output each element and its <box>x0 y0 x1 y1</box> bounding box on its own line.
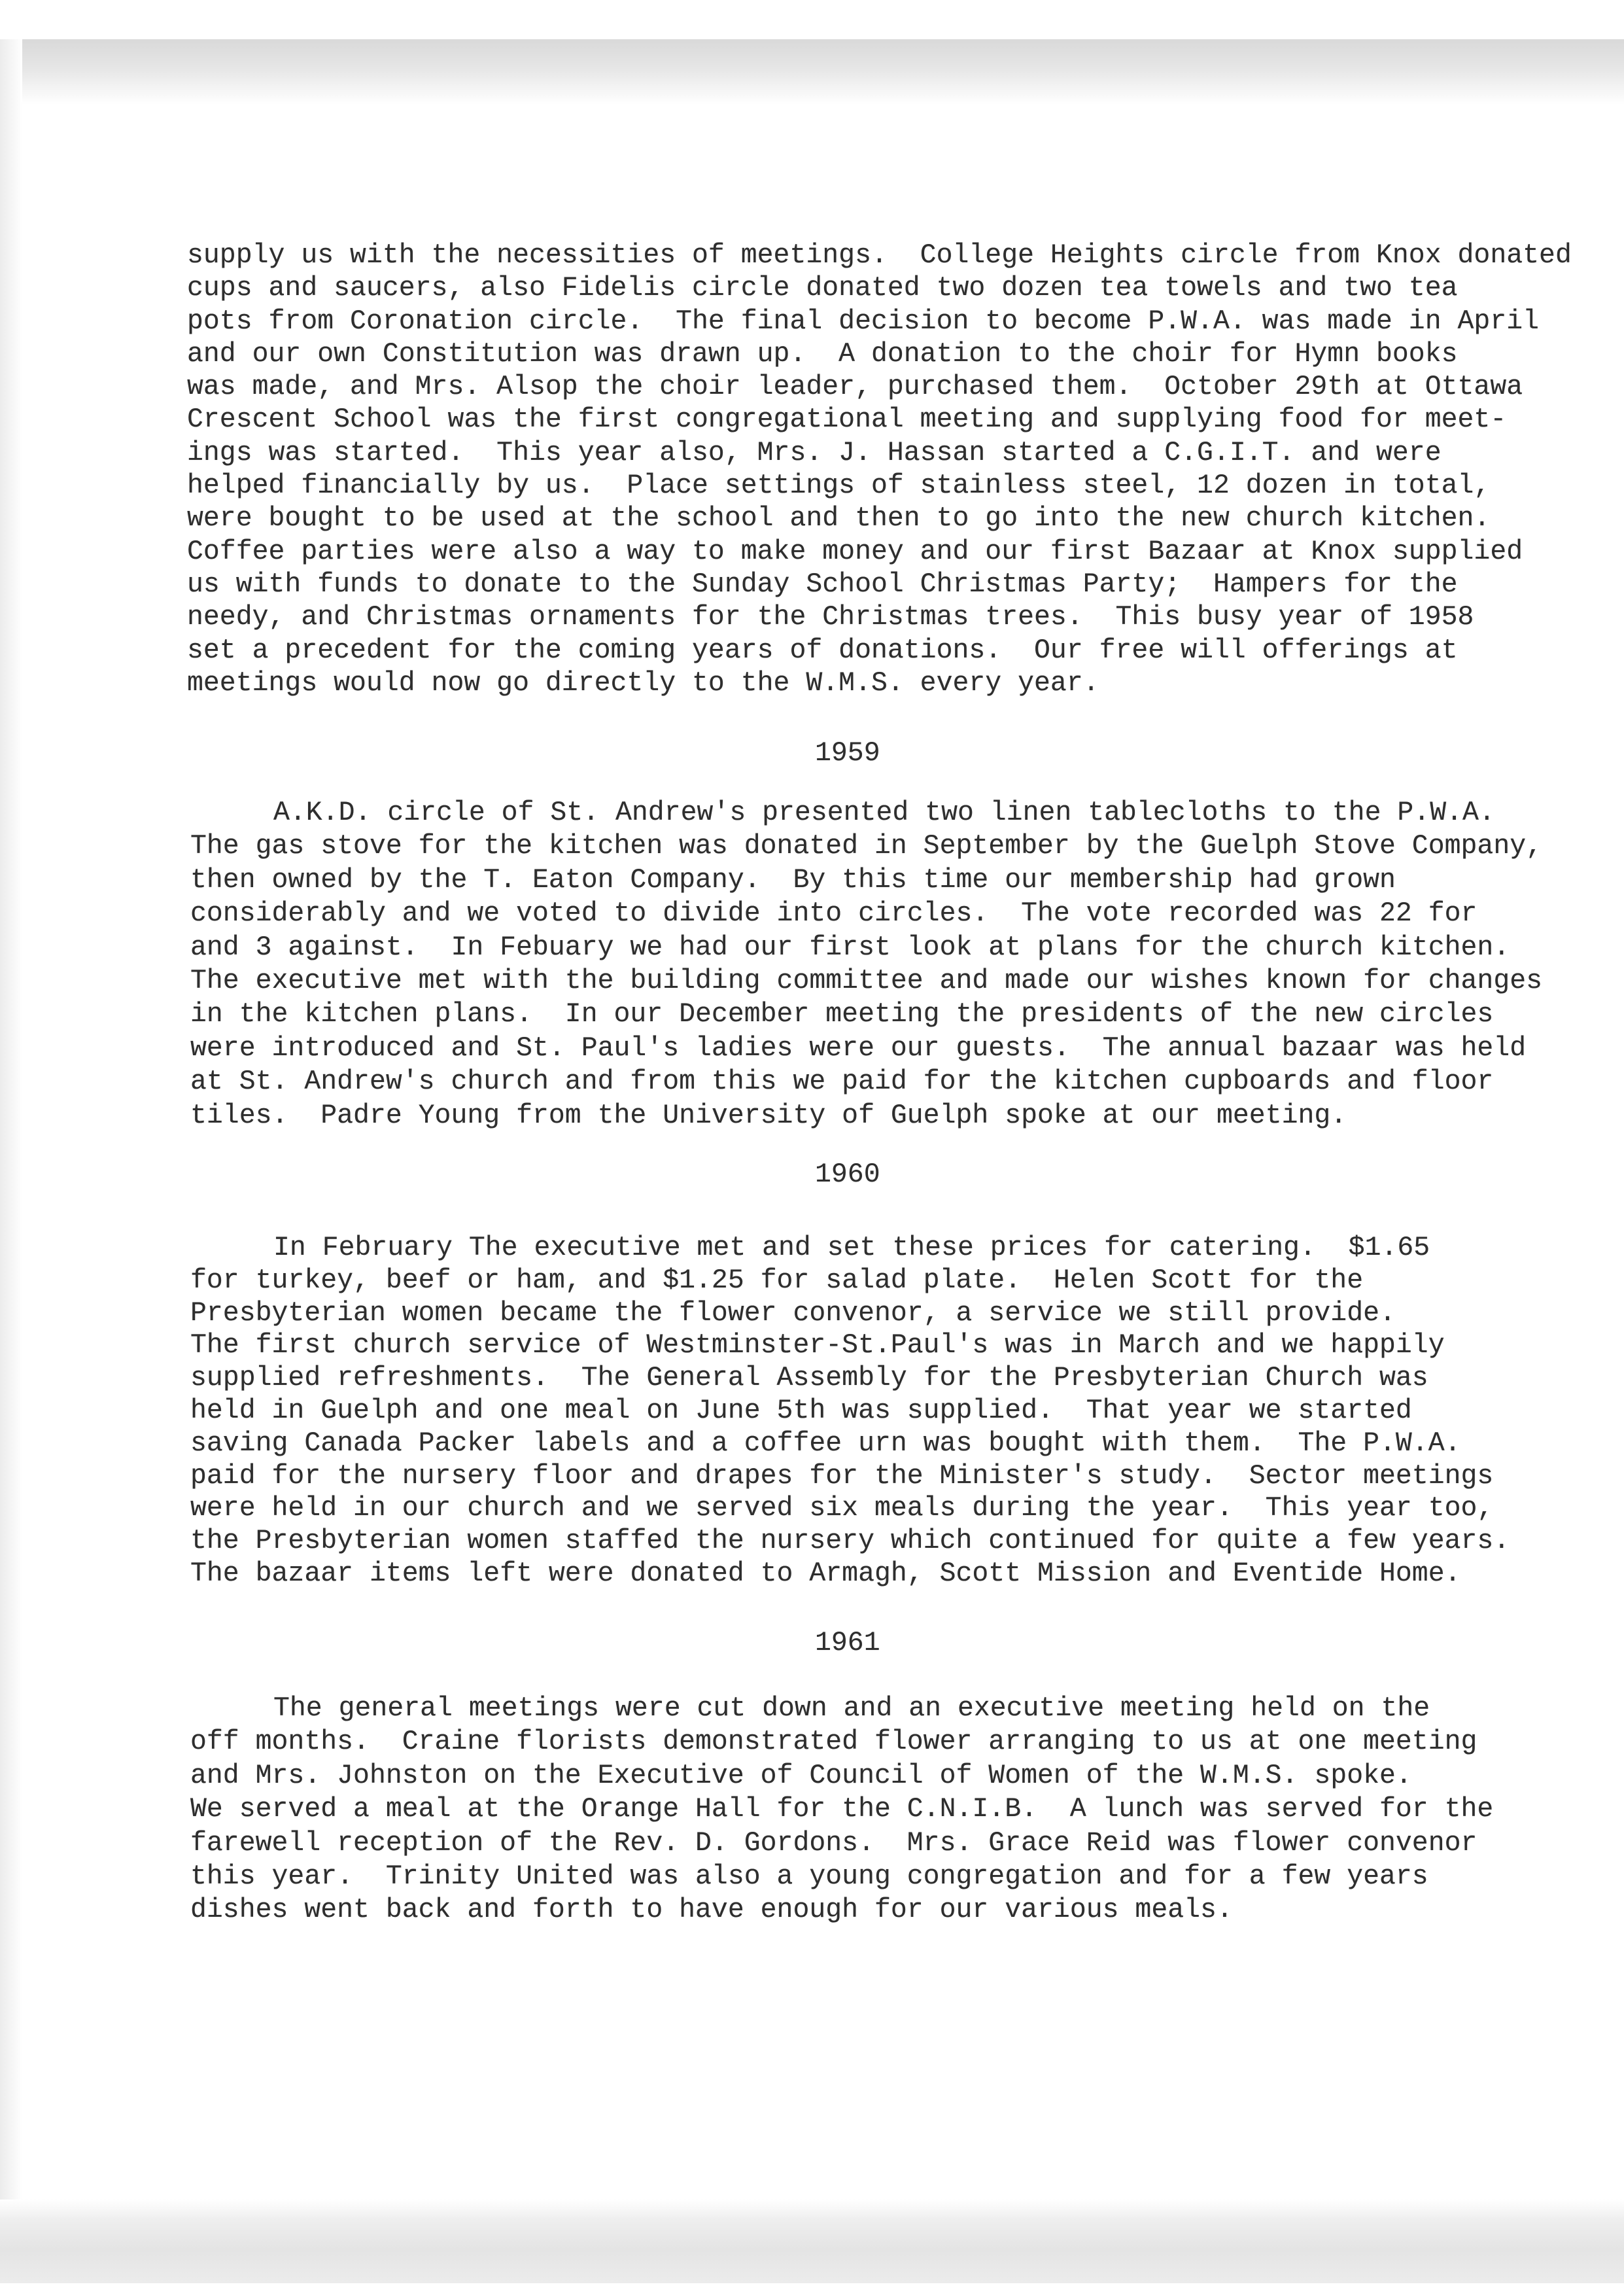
text-line: were introduced and St. Paul's ladies were our guests. The annual bazaar was held <box>190 1032 1527 1064</box>
text-line: in the kitchen plans. In our December meeting the presidents of the new circles <box>190 999 1494 1030</box>
text-line: tiles. Padre Young from the University of Guelph spoke at our meeting. <box>190 1100 1347 1131</box>
text-line: considerably and we voted to divide into circles. The vote recorded was 22 for <box>190 898 1477 930</box>
text-line: cups and saucers, also Fidelis circle donated two dozen tea towels and two tea <box>187 273 1458 304</box>
text-line: supply us with the necessities of meetings. College Heights circle from Knox donated <box>187 240 1572 271</box>
year-heading-1959: 1959 <box>815 738 880 769</box>
scan-shadow-left <box>0 39 22 2283</box>
year-heading-1960: 1960 <box>815 1159 880 1190</box>
text-line: and our own Constitution was drawn up. A donation to the choir for Hymn books <box>187 338 1458 370</box>
text-line: off months. Craine florists demonstrated flower arranging to us at one meeting <box>190 1726 1477 1758</box>
text-line: supplied refreshments. The General Assembly for the Presbyterian Church was <box>190 1363 1428 1394</box>
text-line: The executive met with the building committee and made our wishes known for changes <box>190 965 1543 996</box>
text-line: helped financially by us. Place settings of stainless steel, 12 dozen in total, <box>187 470 1491 502</box>
text-line: us with funds to donate to the Sunday School Christmas Party; Hampers for the <box>187 569 1458 600</box>
paragraph-1960 <box>190 1232 1510 1590</box>
text-line: The gas stove for the kitchen was donated in September by the Guelph Stove Company, <box>190 831 1543 862</box>
year-heading-1961: 1961 <box>815 1628 880 1658</box>
text-line: were held in our church and we served six meals during the year. This year too, <box>190 1493 1494 1524</box>
text-line: the Presbyterian women staffed the nursery which continued for quite a few years. <box>190 1526 1510 1557</box>
text-line: Coffee parties were also a way to make money and our first Bazaar at Knox supplied <box>187 536 1523 567</box>
text-line: set a precedent for the coming years of donations. Our free will offerings at <box>187 635 1458 666</box>
text-line: was made, and Mrs. Alsop the choir leader, purchased them. October 29th at Ottawa <box>187 372 1523 403</box>
text-line: The bazaar items left were donated to Armagh, Scott Mission and Eventide Home. <box>190 1558 1461 1589</box>
scan-shadow-top <box>0 39 1624 105</box>
text-line: A.K.D. circle of St. Andrew's presented two linen tablecloths to the P.W.A. <box>273 797 1495 828</box>
text-line: farewell reception of the Rev. D. Gordons. Mrs. Grace Reid was flower convenor <box>190 1827 1477 1859</box>
text-line: The general meetings were cut down and an executive meeting held on the <box>273 1693 1430 1724</box>
text-line: were bought to be used at the school and then to go into the new church kitchen. <box>187 503 1491 534</box>
text-line: for turkey, beef or ham, and $1.25 for salad plate. Helen Scott for the <box>190 1265 1364 1296</box>
text-line: dishes went back and forth to have enough for our various meals. <box>190 1895 1233 1926</box>
text-line: paid for the nursery floor and drapes for the Minister's study. Sector meetings <box>190 1460 1494 1492</box>
continued-paragraph <box>187 239 1572 700</box>
text-line: We served a meal at the Orange Hall for the C.N.I.B. A lunch was served for the <box>190 1794 1494 1825</box>
text-line: Crescent School was the first congregational meeting and supplying food for meet- <box>187 404 1507 436</box>
scan-shadow-bottom <box>0 2199 1624 2283</box>
text-line: then owned by the T. Eaton Company. By this time our membership had grown <box>190 864 1396 896</box>
text-line: Presbyterian women became the flower convenor, a service we still provide. <box>190 1297 1396 1329</box>
text-line: meetings would now go directly to the W.M.S. every year. <box>187 667 1099 699</box>
text-line: saving Canada Packer labels and a coffee urn was bought with them. The P.W.A. <box>190 1428 1461 1459</box>
paragraph-1959 <box>190 796 1542 1132</box>
text-line: The first church service of Westminster-St.Paul's was in March and we happily <box>190 1330 1445 1361</box>
text-line: and Mrs. Johnston on the Executive of Council of Women of the W.M.S. spoke. <box>190 1760 1412 1791</box>
text-line: In February The executive met and set these prices for catering. $1.65 <box>273 1233 1430 1263</box>
text-line: needy, and Christmas ornaments for the Christmas trees. This busy year of 1958 <box>187 602 1474 633</box>
text-line: held in Guelph and one meal on June 5th was supplied. That year we started <box>190 1395 1412 1426</box>
text-line: this year. Trinity United was also a young congregation and for a few years <box>190 1861 1428 1892</box>
text-line: and 3 against. In Febuary we had our first look at plans for the church kitchen. <box>190 932 1510 963</box>
text-line: at St. Andrew's church and from this we paid for the kitchen cupboards and floor <box>190 1066 1494 1098</box>
text-line: pots from Coronation circle. The final decision to become P.W.A. was made in April <box>187 306 1540 337</box>
paragraph-1961 <box>190 1692 1493 1927</box>
text-line: ings was started. This year also, Mrs. J. Hassan started a C.G.I.T. and were <box>187 437 1442 468</box>
